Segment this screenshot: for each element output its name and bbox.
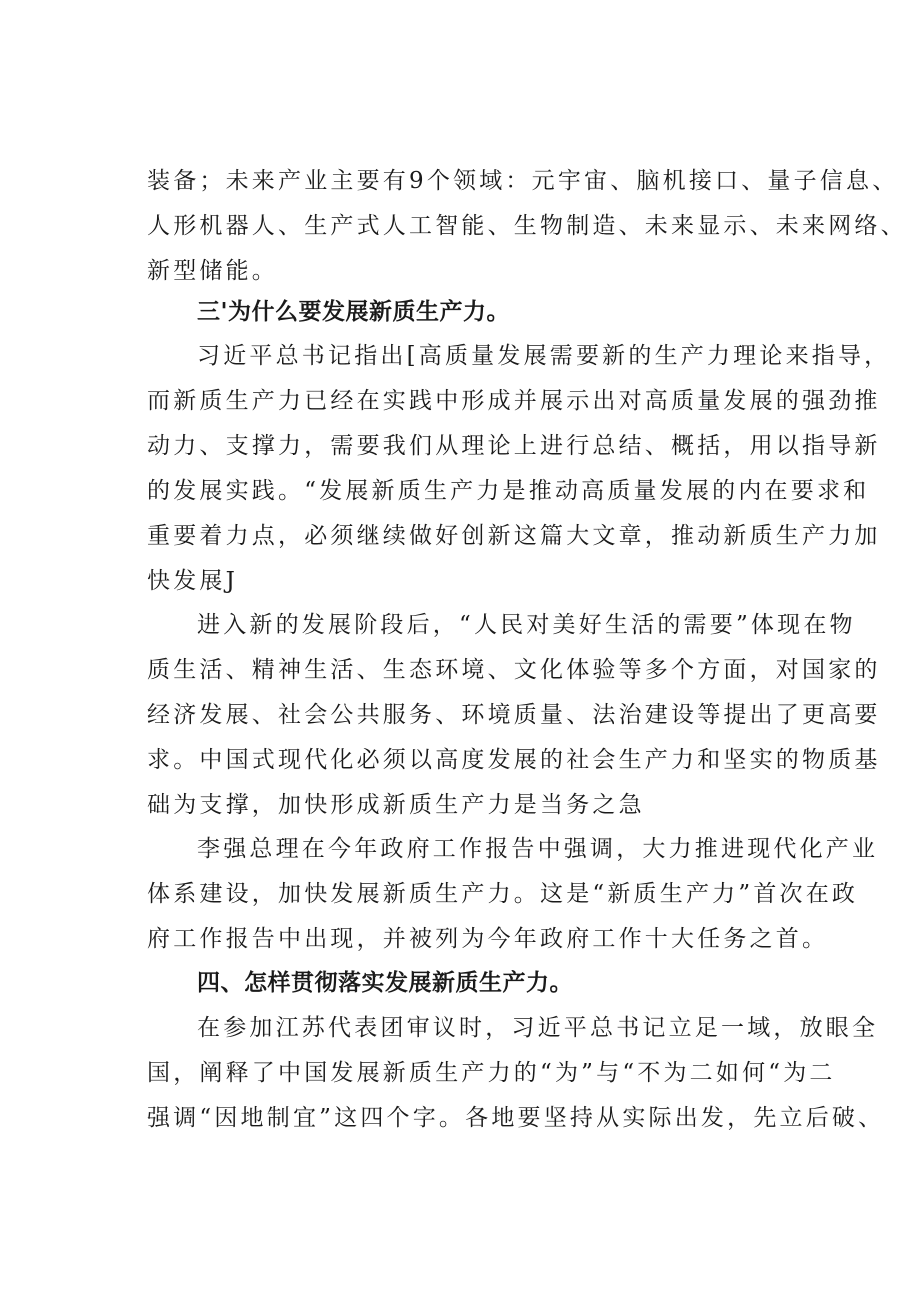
paragraph-5-line-3: 强调“因地制宜”这四个字。各地要坚持从实际出发，先立后破、 <box>147 1105 885 1131</box>
section-heading-4: 四、怎样贯彻落实发展新质生产力。 <box>197 970 573 996</box>
paragraph-4-line-1: 李强总理在今年政府工作报告中强调，大力推进现代化产业 <box>197 836 879 862</box>
paragraph-3-line-5: 础为支撑，加快形成新质生产力是当务之急 <box>147 792 645 818</box>
paragraph-1-line-1: 装备；未来产业主要有9个领域：元宇宙、脑机接口、量子信息、 <box>147 168 899 194</box>
section-heading-3: 三'为什么要发展新质生产力。 <box>197 299 511 325</box>
paragraph-2-line-3: 动力、支撑力，需要我们从理论上进行总结、概括，用以指导新 <box>147 433 881 459</box>
paragraph-2-line-6: 快发展J <box>147 568 239 594</box>
paragraph-2-line-5: 重要着力点，必须继续做好创新这篇大文章，推动新质生产力加 <box>147 523 881 549</box>
paragraph-2-line-4: 的发展实践。“发展新质生产力是推动高质量发展的内在要求和 <box>147 478 870 504</box>
paragraph-1-line-2: 人形机器人、生产式人工智能、生物制造、未来显示、未来网络、 <box>147 213 907 239</box>
paragraph-3-line-1: 进入新的发展阶段后，“人民对美好生活的需要”体现在物 <box>197 612 856 638</box>
paragraph-3-line-2: 质生活、精神生活、生态环境、文化体验等多个方面，对国家的 <box>147 657 881 683</box>
paragraph-2-line-2: 而新质生产力已经在实践中形成并展示出对高质量发展的强劲推 <box>147 388 881 414</box>
paragraph-3-line-3: 经济发展、社会公共服务、环境质量、法治建设等提出了更高要 <box>147 702 881 728</box>
paragraph-2-line-1: 习近平总书记指出[高质量发展需要新的生产力理论来指导， <box>197 343 891 369</box>
paragraph-4-line-2: 体系建设，加快发展新质生产力。这是“新质生产力”首次在政 <box>147 881 859 907</box>
paragraph-4-line-3: 府工作报告中出现，并被列为今年政府工作十大任务之首。 <box>147 926 829 952</box>
paragraph-1-line-3: 新型储能。 <box>147 258 278 284</box>
paragraph-5-line-2: 国，阐释了中国发展新质生产力的“为”与“不为二如何“为二 <box>147 1060 836 1086</box>
paragraph-5-line-1: 在参加江苏代表团审议时，习近平总书记立足一域，放眼全 <box>197 1015 879 1041</box>
paragraph-3-line-4: 求。中国式现代化必须以高度发展的社会生产力和坚实的物质基 <box>147 747 881 773</box>
